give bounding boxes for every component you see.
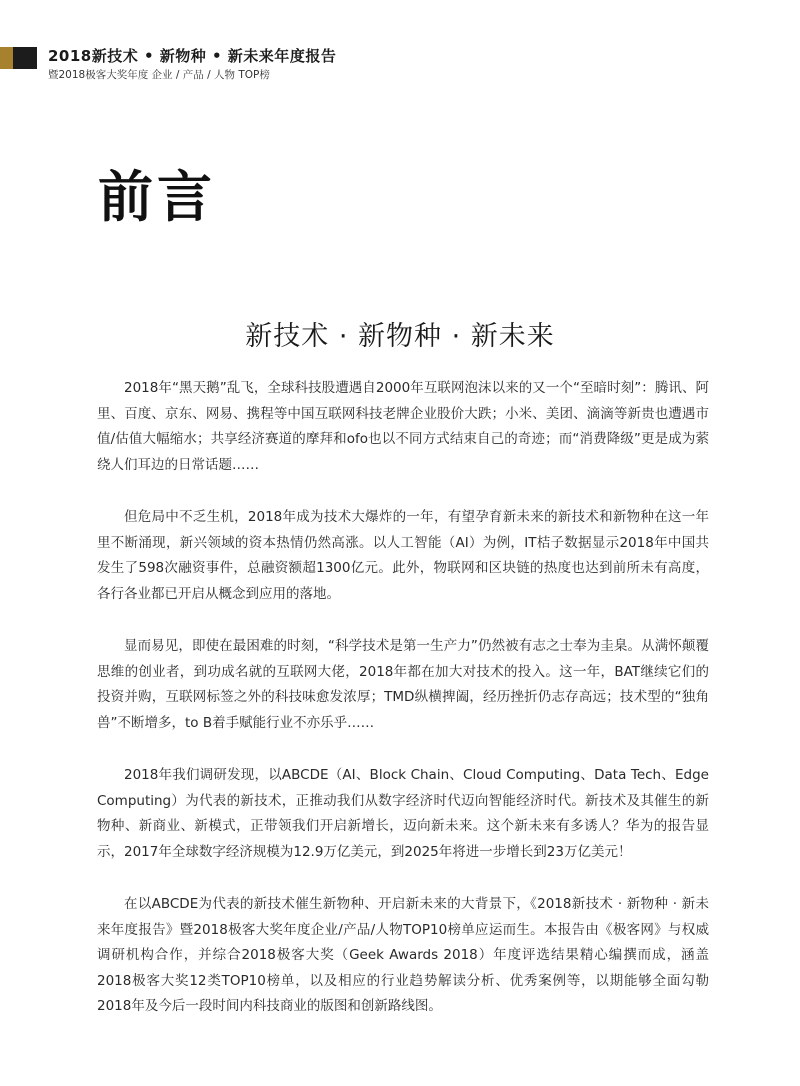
- paragraph-2: 但危局中不乏生机，2018年成为技术大爆炸的一年，有望孕育新未来的新技术和新物种在这一年里不断涌现，新兴领域的资本热情仍然高涨。以人工智能（AI）为例，IT桔子数据显示2018年中国共发生了598次融资事件，总融资额超1300亿元。此外，物联网和区块链的热度也达到前所未有高度，各行各业都已开启从概念到应用的落地。: [97, 509, 709, 602]
- paragraph-3: 显而易见，即使在最困难的时刻，“科学技术是第一生产力”仍然被有志之士奉为圭臬。从满怀颠覆思维的创业者，到功成名就的互联网大佬，2018年都在加大对技术的投入。这一年，BAT继续它们的投资并购，互联网标签之外的科技味愈发浓厚；TMD纵横捭阖，经历挫折仍志存高远；技术型的“独角兽”不断增多，to B着手赋能行业不亦乐乎……: [97, 638, 709, 731]
- paragraph-5: 在以ABCDE为代表的新技术催生新物种、开启新未来的大背景下，《2018新技术 · 新物种 · 新未来年度报告》暨2018极客大奖年度企业/产品/人物TOP10榜单应运而生。本报告由《极客网》与权威调研机构合作，并综合2018极客大奖（Geek Awards 2018）年度评选结果精心编撰而成，涵盖2018极客大奖12类TOP10榜单，以及相应的行业趋势解读分析、优秀案例等，以期能够全面勾勒2018年及今后一段时间内科技商业的版图和创新路线图。: [97, 896, 709, 1014]
- paragraph-1: 2018年“黑天鹅”乱飞，全球科技股遭遇自2000年互联网泡沫以来的又一个“至暗时刻”：腾讯、阿里、百度、京东、网易、携程等中国互联网科技老牌企业股价大跌；小米、美团、滴滴等新贵也遭遇市值/估值大幅缩水；共享经济赛道的摩拜和ofo也以不同方式结束自己的奇迹；而“消费降级”更是成为萦绕人们耳边的日常话题……: [97, 380, 709, 473]
- page-title: 前言: [98, 165, 217, 229]
- report-subtitle: 暨2018极客大奖年度 企业 / 产品 / 人物 TOP榜: [48, 69, 270, 81]
- section-heading: 新技术 · 新物种 · 新未来: [245, 321, 555, 352]
- header-dark-bar: [13, 47, 37, 69]
- header-accent-bar: [0, 47, 13, 69]
- report-title: 2018新技术 • 新物种 • 新未来年度报告: [48, 47, 337, 65]
- paragraph-4: 2018年我们调研发现，以ABCDE（AI、Block Chain、Cloud Computing、Data Tech、Edge Computing）为代表的新技术，正推动我们从数字经济时代迈向智能经济时代。新技术及其催生的新物种、新商业、新模式，正带领我们开启新增长，迈向新未来。这个新未来有多诱人？华为的报告显示，2017年全球数字经济规模为12.9万亿美元，到2025年将进一步增长到23万亿美元！: [97, 767, 709, 860]
- body-text: [97, 376, 709, 1047]
